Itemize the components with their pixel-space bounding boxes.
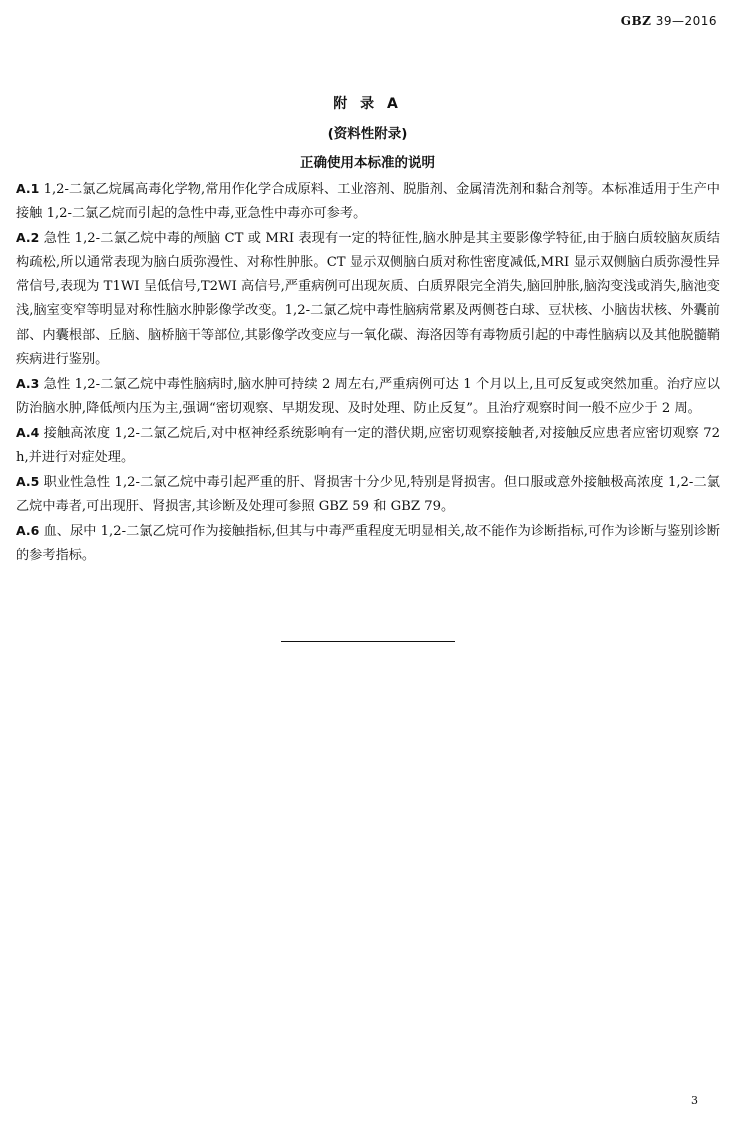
standard-code-number: 39—2016 <box>651 14 717 28</box>
clause-text: 血、尿中 1,2-二氯乙烷可作为接触指标,但其与中毒严重程度无明显相关,故不能作为诊断指标,可作为诊断与鉴别诊断的参考指标。 <box>16 524 720 564</box>
clause-number: A.3 <box>16 375 40 391</box>
appendix-body <box>16 177 720 569</box>
clause-a5 <box>16 470 720 519</box>
appendix-nature: (资料性附录) <box>327 126 408 142</box>
clause-text: 急性 1,2-二氯乙烷中毒性脑病时,脑水肿可持续 2 周左右,严重病例可达 1 个月以上,且可反复或突然加重。治疗应以防治脑水肿,降低颅内压为主,强调“密切观察、早期发现、及时处理、防止反复”。且治疗观察时间一般不应少于 2 周。 <box>16 376 720 416</box>
page-number: 3 <box>691 1094 698 1107</box>
clause-a6 <box>16 519 720 568</box>
clause-a1 <box>16 177 720 226</box>
clause-number: A.4 <box>16 424 40 440</box>
clause-a4 <box>16 421 720 470</box>
clause-number: A.5 <box>16 474 40 490</box>
standard-code-prefix: GBZ <box>620 14 652 28</box>
clause-text: 急性 1,2-二氯乙烷中毒的颅脑 CT 或 MRI 表现有一定的特征性,脑水肿是其主要影像学特征,由于脑白质较脑灰质结构疏松,所以通常表现为脑白质弥漫性、对称性肿胀。CT 显示双侧脑白质对称性密度减低,MRI 显示双侧脑白质弥漫性异常信号,表现为 T1WI 呈低信号,T2WI 高信号,严重病例可出现灰质、白质界限完全消失,脑回肿胀,脑沟变浅或消失,脑池变浅,脑室变窄等明显对称性脑水肿影像学改变。1,2-二氯乙烷中毒性脑病常累及两侧苍白球、豆状核、小脑齿状核、外囊前部、内囊根部、丘脑、脑桥脑干等部位,其影像学改变应与一氧化碳、海洛因等有毒物质引起的中毒性脑病以及其他脱髓鞘疾病进行鉴别。 <box>16 231 720 367</box>
appendix-heading: 正确使用本标准的说明 <box>300 155 435 171</box>
clause-a3 <box>16 372 720 421</box>
clause-number: A.6 <box>16 523 40 539</box>
clause-a2 <box>16 226 720 372</box>
standard-code <box>621 14 717 28</box>
clause-number: A.1 <box>16 181 40 196</box>
clause-text: 职业性急性 1,2-二氯乙烷中毒引起严重的肝、肾损害十分少见,特别是肾损害。但口服或意外接触极高浓度 1,2-二氯乙烷中毒者,可出现肝、肾损害,其诊断及处理可参照 GBZ 59 和 GBZ 79。 <box>16 475 720 515</box>
clause-text: 1,2-二氯乙烷属高毒化学物,常用作化学合成原料、工业溶剂、脱脂剂、金属清洗剂和黏合剂等。本标准适用于生产中接触 1,2-二氯乙烷而引起的急性中毒,亚急性中毒亦可参考。 <box>16 182 720 222</box>
appendix-titles <box>0 93 735 171</box>
appendix-title: 附 录 A <box>333 96 402 112</box>
clause-number: A.2 <box>16 230 40 246</box>
end-separator-line <box>281 641 455 642</box>
clause-text: 接触高浓度 1,2-二氯乙烷后,对中枢神经系统影响有一定的潜伏期,应密切观察接触者,对接触反应患者应密切观察 72 h,并进行对症处理。 <box>16 425 720 466</box>
